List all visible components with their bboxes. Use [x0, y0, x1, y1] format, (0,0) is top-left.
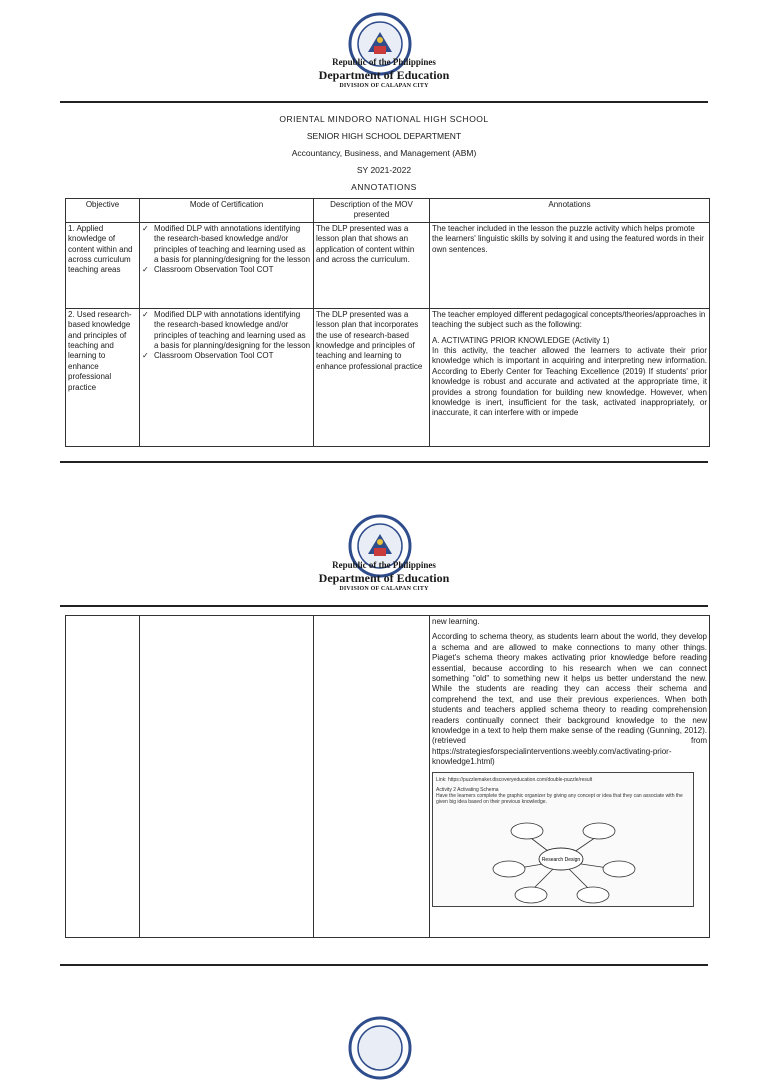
- annotation-cell: The teacher included in the lesson the puzzle activity which helps promote the learners' linguistic skills by solving it and using the featured words in their own sentences.: [430, 222, 710, 308]
- table-row: [66, 308, 710, 446]
- organizer-bubble: [515, 887, 547, 903]
- table-row: [66, 616, 710, 938]
- annotation-cell: [430, 308, 710, 446]
- annotation-body: In this activity, the teacher allowed the learners to activate their prior knowledge which is important in acquiring and interpreting new information. According to Eberly Center for Teaching Excellence (2019) If students' prior knowledge is robust and accurate and activated at the appropriate time, it provides a strong foundation for building new knowledge. However, when knowledge is inert, insufficient for the task, activated inappropriately, or inaccurate, it can interfere with or impede: [432, 346, 707, 418]
- col-header-description: Description of the MOV presented: [314, 199, 430, 223]
- objective-cell: [66, 616, 140, 938]
- school-name: ORIENTAL MINDORO NATIONAL HIGH SCHOOL: [279, 114, 489, 124]
- description-cell: [314, 616, 430, 938]
- schema-theory-paragraph: According to schema theory, as students learn about the world, they develop a schema and are allowed to make connections to many other things. Piaget's schema theory makes activating prior knowledge before reading essential, because according to his research when we can connect something "old" to something new it helps us better understand the new. While the students are reading they can access their schema and comprehend the text, and use their previous experiences. When both students and teachers applied schema theory to reading comprehension readers continually connect their background knowledge to the new knowledge in a text to help them make sense of the reading (Gunning, 2012). (retrieved from https://strategiesforspecialinterventions.weebly.com/activating-prior-knowledge1.html): [432, 632, 707, 767]
- division-label: DIVISION OF CALAPAN CITY: [339, 586, 429, 592]
- col-header-objective: Objective: [66, 199, 140, 223]
- page-break-rule: [60, 461, 708, 463]
- annotation-intro: The teacher employed different pedagogical concepts/theories/approaches in teaching the subject such as the following:: [432, 309, 706, 330]
- annotations-heading: ANNOTATIONS: [351, 182, 417, 192]
- mode-cell: [140, 308, 314, 446]
- school-department: SENIOR HIGH SCHOOL DEPARTMENT: [306, 131, 462, 141]
- mode-item: ✓ Modified DLP with annotations identifying the research-based knowledge and/or principles of teaching and learning used as a basis for planning/designing for the lesson: [142, 224, 311, 266]
- mode-cell: [140, 616, 314, 938]
- republic-label: Republic of the Philippines: [332, 57, 436, 67]
- figure-activity-title: Activity 2 Activating Schema: [436, 787, 499, 794]
- organizer-bubble: [577, 887, 609, 903]
- deped-seal-icon: [348, 1016, 412, 1080]
- figure-link: Link: https://puzzlemaker.discoveryeducation.com/double-puzzle/result: [436, 776, 593, 783]
- table-row: [66, 222, 710, 308]
- organizer-bubble: [603, 861, 635, 877]
- organizer-bubble: [511, 823, 543, 839]
- annotations-table-continued: [65, 615, 710, 938]
- department-title: Department of Education: [318, 68, 450, 82]
- objective-cell: 2. Used research-based knowledge and principles of teaching and learning to enhance professional practice: [66, 308, 140, 446]
- annotation-cell: [430, 616, 710, 938]
- col-header-mode: Mode of Certification: [140, 199, 314, 223]
- annotation-continuation: new learning.: [432, 617, 480, 626]
- activity-figure: [432, 772, 694, 907]
- header-rule: [60, 101, 708, 103]
- description-cell: The DLP presented was a lesson plan that incorporates the use of research-based knowledge and principles of teaching and learning to enhance professional practice: [314, 308, 430, 446]
- header-rule: [60, 605, 708, 607]
- division-label: DIVISION OF CALAPAN CITY: [339, 83, 429, 89]
- mode-item: ✓ Classroom Observation Tool COT: [142, 265, 311, 275]
- annotations-table: [65, 198, 710, 447]
- strand-label: Accountancy, Business, and Management (ABM): [291, 148, 477, 158]
- annotation-heading: A. ACTIVATING PRIOR KNOWLEDGE (Activity 1): [432, 335, 610, 345]
- organizer-bubble: [583, 823, 615, 839]
- table-header-row: [66, 199, 710, 223]
- organizer-bubble: [493, 861, 525, 877]
- graphic-organizer: [433, 813, 693, 905]
- mode-item: ✓ Modified DLP with annotations identifying the research-based knowledge and/or principles of teaching and learning used as a basis for planning/designing for the lesson: [142, 310, 311, 352]
- organizer-center-label: Research Design: [541, 856, 581, 863]
- republic-label: Republic of the Philippines: [332, 560, 436, 570]
- description-cell: The DLP presented was a lesson plan that shows an application of content within and across the curriculum.: [314, 222, 430, 308]
- school-year: SY 2021-2022: [356, 165, 412, 175]
- figure-instruction: Have the learners complete the graphic organizer by giving any concept or idea that they can associate with the given big idea based on their previous knowledge.: [436, 793, 683, 806]
- objective-cell: 1. Applied knowledge of content within and across curriculum teaching areas: [66, 222, 140, 308]
- page-break-rule: [60, 964, 708, 966]
- mode-item: ✓ Classroom Observation Tool COT: [142, 351, 311, 361]
- department-title: Department of Education: [318, 571, 450, 585]
- mode-cell: [140, 222, 314, 308]
- col-header-annotations: Annotations: [430, 199, 710, 223]
